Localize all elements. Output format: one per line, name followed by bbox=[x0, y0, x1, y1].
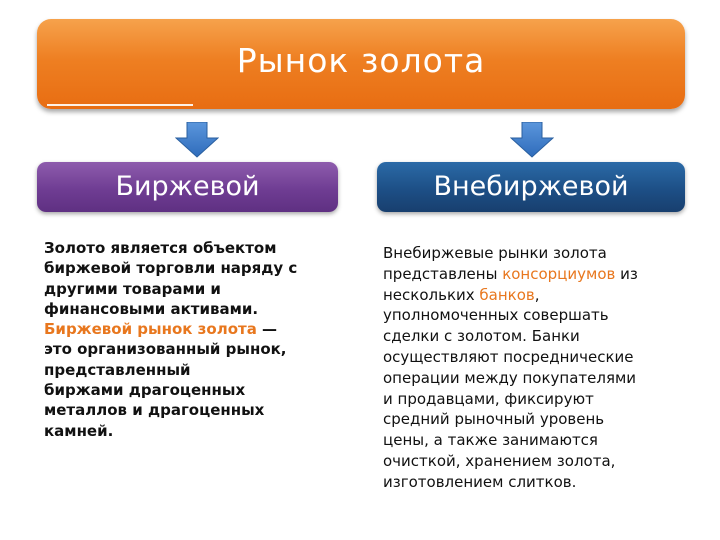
highlighted-term: банков bbox=[479, 285, 535, 304]
text-segment: Золото является объектом bbox=[44, 239, 277, 257]
text-segment: — bbox=[256, 320, 278, 339]
text-segment: операции между покупателями bbox=[383, 368, 637, 387]
text-line bbox=[383, 347, 638, 368]
text-segment: другими товарами и bbox=[44, 279, 221, 298]
text-segment: биржами драгоценных bbox=[44, 381, 246, 400]
text-line bbox=[44, 258, 297, 278]
text-line bbox=[383, 451, 638, 472]
text-line bbox=[44, 339, 297, 359]
text-line bbox=[383, 285, 638, 306]
text-segment: Внебиржевые рынки золота bbox=[383, 244, 607, 262]
text-line bbox=[44, 319, 297, 339]
text-segment: цены, а также занимаются bbox=[383, 431, 598, 450]
text-line bbox=[383, 305, 638, 326]
arrow-down-icon bbox=[510, 122, 554, 158]
text-segment: камней. bbox=[44, 421, 114, 440]
text-segment: биржевой торговли наряду с bbox=[44, 259, 298, 278]
text-line bbox=[383, 409, 638, 430]
text-line bbox=[383, 326, 638, 347]
title-box bbox=[37, 19, 685, 109]
text-segment: нескольких bbox=[383, 285, 480, 304]
text-segment: уполномоченных совершать bbox=[383, 306, 609, 325]
text-segment: изготовлением слитков. bbox=[383, 472, 577, 491]
text-segment: металлов и драгоценных bbox=[44, 401, 265, 420]
text-segment: средний рыночный уровень bbox=[383, 410, 605, 429]
text-segment: и продавцами, фиксируют bbox=[383, 389, 594, 408]
text-segment: осуществляют посреднические bbox=[383, 347, 634, 366]
text-line bbox=[383, 264, 638, 285]
arrow-down-icon bbox=[175, 122, 219, 158]
text-segment: , bbox=[534, 285, 540, 304]
otc-description bbox=[383, 243, 638, 493]
text-line bbox=[44, 421, 297, 441]
text-line bbox=[383, 430, 638, 451]
text-segment: очисткой, хранением золота, bbox=[383, 451, 616, 470]
text-line bbox=[44, 380, 297, 400]
text-line bbox=[44, 360, 297, 380]
text-segment: сделки с золотом. Банки bbox=[383, 327, 580, 346]
text-segment: финансовыми активами. bbox=[44, 299, 259, 318]
otc-header: Внебиржевой bbox=[377, 162, 685, 212]
exchange-header: Биржевой bbox=[37, 162, 338, 212]
text-line bbox=[44, 238, 297, 258]
text-segment: представлены bbox=[383, 264, 503, 283]
text-segment: представленный bbox=[44, 360, 191, 379]
text-line bbox=[383, 368, 638, 389]
exchange-description bbox=[44, 238, 297, 441]
text-line bbox=[44, 400, 297, 420]
text-segment: это организованный рынок, bbox=[44, 340, 287, 359]
text-line bbox=[383, 472, 638, 493]
highlighted-term: консорциумов bbox=[502, 264, 616, 283]
text-line bbox=[44, 279, 297, 299]
text-line bbox=[44, 299, 297, 319]
highlighted-term: Биржевой рынок золота bbox=[44, 320, 257, 339]
text-line bbox=[383, 243, 638, 264]
text-segment: из bbox=[615, 264, 638, 283]
text-line bbox=[383, 389, 638, 410]
diagram-title: Рынок золота bbox=[236, 41, 486, 80]
title-underline bbox=[47, 104, 193, 106]
